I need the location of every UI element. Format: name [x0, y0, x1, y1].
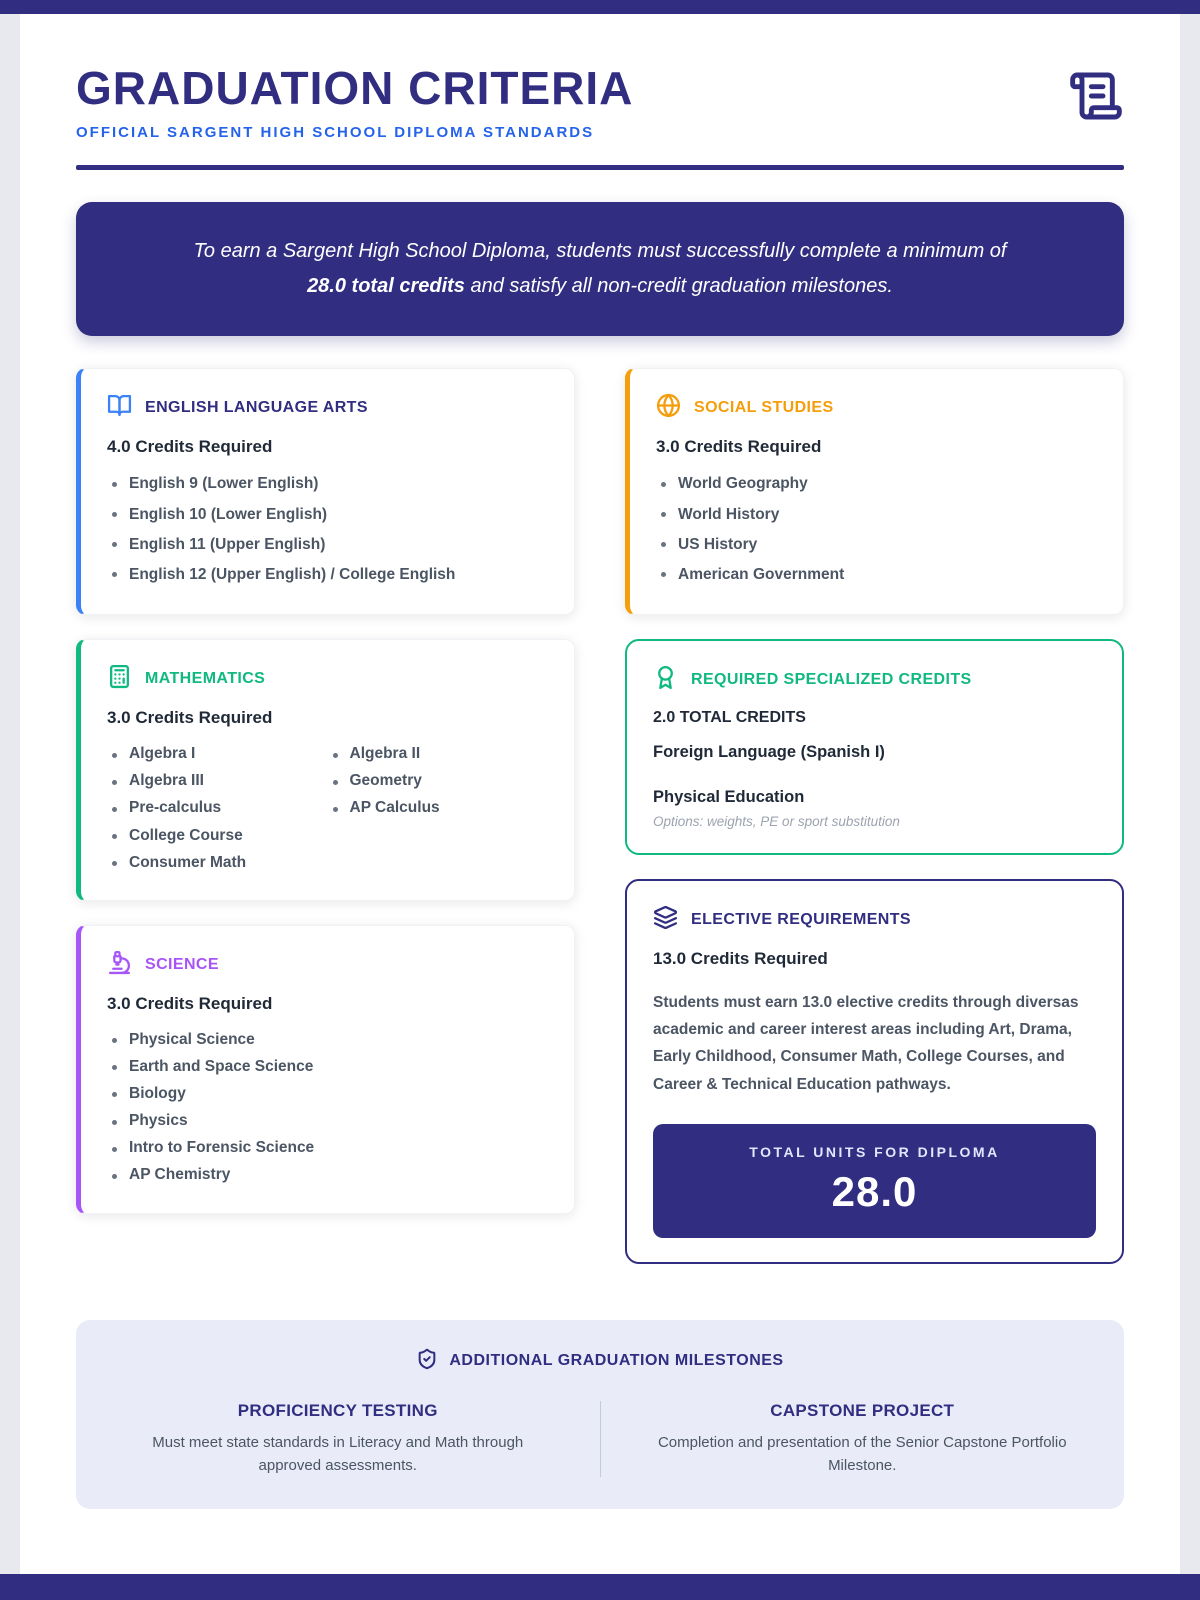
credits-required: 4.0 Credits Required [107, 437, 273, 457]
scroll-icon [1068, 68, 1124, 129]
page-subtitle: OFFICIAL SARGENT HIGH SCHOOL DIPLOMA STANDARDS [76, 124, 595, 142]
intro-banner [76, 202, 1124, 336]
requirements-grid [76, 368, 1124, 1263]
milestone-capstone-project [645, 1401, 1081, 1478]
course-list [107, 1026, 548, 1189]
credits-required: 3.0 Credits Required [107, 708, 273, 728]
card-english-language-arts [76, 368, 575, 615]
card-title: MATHEMATICS [145, 670, 266, 688]
card-social-studies [625, 368, 1124, 615]
course-list [656, 469, 1097, 590]
total-units-label: TOTAL UNITS FOR DIPLOMA [749, 1143, 1000, 1160]
card-mathematics [76, 639, 575, 901]
card-title: REQUIRED SPECIALIZED CREDITS [691, 671, 972, 689]
microscope-icon [107, 950, 132, 980]
list-item: Algebra II [328, 740, 549, 767]
card-header [653, 665, 1096, 695]
milestones-title: ADDITIONAL GRADUATION MILESTONES [449, 1352, 784, 1370]
milestones-header [120, 1348, 1080, 1375]
credits-required: 3.0 Credits Required [656, 437, 822, 457]
list-item: Geometry [328, 767, 549, 794]
header-text [76, 64, 633, 141]
course-list-left [107, 740, 328, 876]
list-item: Earth and Space Science [107, 1053, 548, 1080]
list-item: AP Chemistry [107, 1161, 548, 1188]
list-item: Consumer Math [107, 849, 328, 876]
card-header [107, 664, 548, 694]
calculator-icon [107, 664, 132, 694]
page-bottom-strip [0, 1574, 1200, 1600]
banner-line-1: To earn a Sargent High School Diploma, students must successfully complete a minimum of [193, 240, 1007, 263]
header-divider [76, 165, 1124, 170]
credits-required: 3.0 Credits Required [107, 993, 273, 1013]
credits-required: 13.0 Credits Required [653, 949, 828, 969]
course-list-columns [107, 740, 548, 876]
course-list-right [328, 740, 549, 876]
document-sheet [20, 14, 1180, 1574]
course-list [107, 469, 548, 590]
banner-rest: and satisfy all non-credit graduation milestones. [464, 275, 893, 298]
right-column [625, 368, 1124, 1263]
list-item: English 10 (Lower English) [107, 500, 548, 530]
milestone-text: Completion and presentation of the Senior Capstone Portfolio Milestone. [657, 1433, 1067, 1474]
list-item: World Geography [656, 469, 1097, 499]
card-elective-requirements [625, 879, 1124, 1264]
page-title: GRADUATION CRITERIA [76, 62, 634, 114]
card-title: ELECTIVE REQUIREMENTS [691, 911, 911, 929]
medal-icon [653, 665, 678, 695]
list-item: AP Calculus [328, 794, 549, 821]
card-title: ENGLISH LANGUAGE ARTS [145, 399, 368, 417]
list-item: College Course [107, 822, 328, 849]
globe-icon [656, 393, 681, 423]
list-item: American Government [656, 560, 1097, 590]
list-item: English 9 (Lower English) [107, 469, 548, 499]
list-item: Physical Science [107, 1026, 548, 1053]
document-header [76, 64, 1124, 141]
total-units-box [653, 1124, 1096, 1238]
specialized-note: Options: weights, PE or sport substitution [653, 814, 900, 830]
list-item: Physics [107, 1107, 548, 1134]
banner-line-2 [132, 269, 1068, 304]
milestones-panel [76, 1320, 1124, 1510]
card-title: SOCIAL STUDIES [694, 399, 834, 417]
list-item: English 12 (Upper English) / College English [107, 560, 548, 590]
page-top-strip [0, 0, 1200, 14]
card-header [107, 393, 548, 423]
shield-check-icon [416, 1348, 438, 1375]
list-item: US History [656, 530, 1097, 560]
elective-description: Students must earn 13.0 elective credits through diversas academic and career interest areas including Art, Drama, Early Childhood, Consumer Math, College Courses, and Career & Technical Education pathways. [653, 994, 1079, 1093]
specialized-item-foreign-language: Foreign Language (Spanish I) [653, 743, 885, 762]
card-header [656, 393, 1097, 423]
milestone-proficiency-testing [120, 1401, 556, 1478]
layers-icon [653, 905, 678, 935]
card-science [76, 925, 575, 1214]
list-item: Biology [107, 1080, 548, 1107]
banner-bold-credits: 28.0 total credits [307, 275, 465, 298]
list-item: Algebra III [107, 767, 328, 794]
total-units-value: 28.0 [831, 1167, 918, 1215]
milestones-grid [120, 1401, 1080, 1478]
milestone-title: CAPSTONE PROJECT [770, 1400, 955, 1420]
list-item: English 11 (Upper English) [107, 530, 548, 560]
list-item: World History [656, 500, 1097, 530]
left-column [76, 368, 575, 1263]
milestone-title: PROFICIENCY TESTING [237, 1400, 438, 1420]
milestones-divider [600, 1401, 601, 1478]
list-item: Algebra I [107, 740, 328, 767]
total-credits: 2.0 TOTAL CREDITS [653, 709, 806, 727]
specialized-item-physical-education: Physical Education [653, 788, 805, 807]
list-item: Intro to Forensic Science [107, 1134, 548, 1161]
milestone-text: Must meet state standards in Literacy and Math through approved assessments. [152, 1433, 524, 1474]
card-header [107, 950, 548, 980]
card-header [653, 905, 1096, 935]
open-book-icon [107, 393, 132, 423]
card-specialized-credits [625, 639, 1124, 855]
list-item: Pre-calculus [107, 794, 328, 821]
card-title: SCIENCE [145, 955, 219, 973]
